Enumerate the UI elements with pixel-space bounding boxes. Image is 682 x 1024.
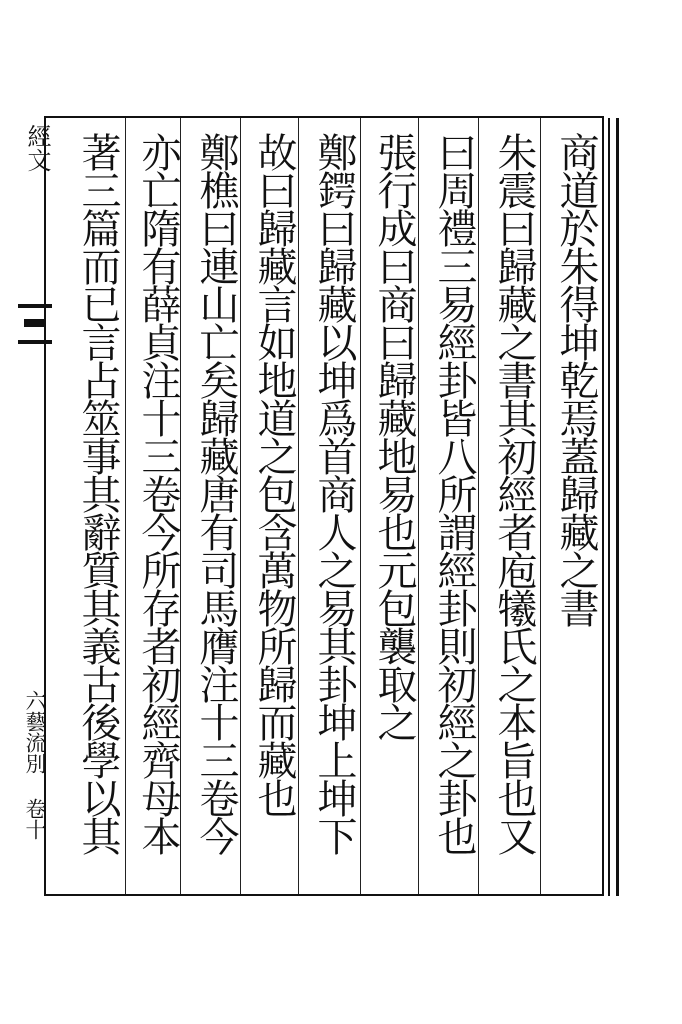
text-column-9: 著三篇而已言占筮事其辭質其義古後學以其 — [75, 132, 121, 854]
text-column-5: 鄭鍔曰歸藏以坤爲首商人之易其卦坤上坤下 — [311, 132, 357, 854]
text-column-2: 朱震曰歸藏之書其初經者庖犧氏之本旨也又 — [491, 132, 537, 854]
column-rule — [360, 118, 361, 894]
text-column-4: 張行成曰商曰歸藏地易也元包襲取之 — [371, 132, 417, 740]
column-rule — [125, 118, 126, 894]
column-rule — [540, 118, 541, 894]
text-column-1: 商道於朱得坤乾焉蓋歸藏之書 — [553, 132, 599, 626]
text-column-8: 亦亡隋有薛貞注十三卷今所存者初經齊母本 — [135, 132, 181, 854]
text-column-7: 鄭樵曰連山亡矣歸藏唐有司馬膺注十三卷今 — [193, 132, 239, 854]
fish-tail-mark — [18, 304, 52, 344]
margin-footer: 六藝流別 卷十 — [23, 690, 47, 840]
text-column-3: 曰周禮三易經卦皆八所謂經卦則初經之卦也 — [431, 132, 477, 854]
text-column-6: 故曰歸藏言如地道之包含萬物所歸而藏也 — [251, 132, 297, 816]
right-border — [608, 118, 619, 896]
margin-title: 經文 — [23, 124, 51, 172]
